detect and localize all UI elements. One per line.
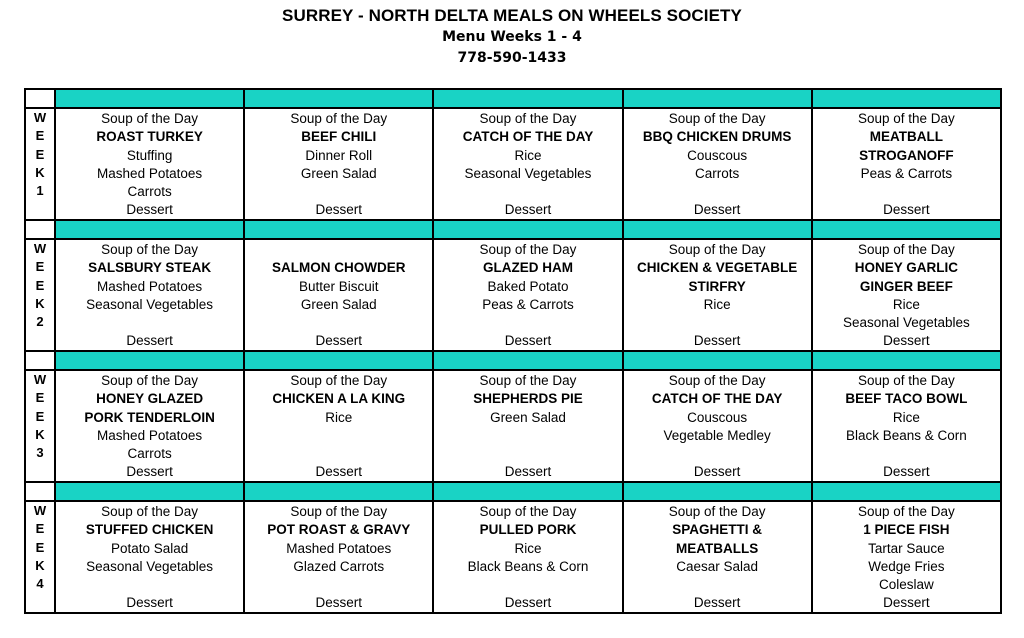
teal-band [244,482,433,501]
meal-main-dish: ROAST TURKEY [96,129,203,145]
meal-cell [244,370,433,482]
meal-item: Soup of the Day [101,111,198,126]
meal-cell [55,501,244,613]
meal-dessert: Dessert [126,463,173,479]
meal-item: Soup of the Day [857,111,955,126]
meal-item: Seasonal Vegetables [86,296,214,312]
meal-cell [244,108,433,220]
week-label-letter: W [33,503,47,518]
meal-main-dish: CHICKEN A LA KING [272,391,406,407]
meal-cell [812,239,1001,351]
teal-band [55,89,244,108]
teal-band [812,220,1001,239]
meal-cell [812,108,1001,220]
page-title: SURREY - NORTH DELTA MEALS ON WHEELS SOCIETY [282,6,742,25]
meal-dessert: Dessert [693,332,741,348]
meal-item: Rice [514,147,542,163]
meal-cell [623,108,812,220]
meal-item: Soup of the Day [101,242,198,257]
teal-band [433,220,622,239]
meal-item: Seasonal Vegetables [464,165,592,181]
week-label-letter: 2 [36,314,44,330]
week-label-letter: 1 [36,183,44,199]
teal-band [55,482,244,501]
week-label-letter: E [35,390,45,406]
meal-item: Seasonal Vegetables [86,558,214,574]
meal-item: Soup of the Day [290,111,388,126]
week-label [25,108,55,220]
week-row [25,370,1001,482]
meal-item: Carrots [127,184,172,200]
meal-item: Soup of the Day [857,242,955,257]
meal-cell [623,239,812,351]
teal-band [433,351,622,370]
meal-item: Black Beans & Corn [845,427,967,443]
meal-item [245,241,432,259]
week-label-letter: E [35,521,45,537]
meal-item: Soup of the Day [857,373,955,388]
meal-item: Baked Potato [487,278,569,294]
week-label-letter: E [35,146,45,162]
meal-item: Soup of the Day [668,373,766,388]
meal-dessert: Dessert [504,463,552,479]
week-row [25,108,1001,220]
teal-band [623,89,812,108]
teal-band [433,482,622,501]
meal-main-dish: MEATBALL [869,129,943,145]
meal-item: Black Beans & Corn [467,558,589,574]
meal-main-dish: BEEF TACO BOWL [845,391,968,407]
teal-band [55,220,244,239]
meal-main-dish: SPAGHETTI & [672,522,763,538]
meal-cell [55,370,244,482]
meal-dessert: Dessert [504,332,552,348]
week-label-letter: 4 [36,576,44,592]
meal-dessert: Dessert [126,332,173,348]
meal-dessert: Dessert [126,594,173,610]
meal-item: Soup of the Day [479,504,577,519]
meal-main-dish: SHEPHERDS PIE [473,391,583,407]
meal-item: Soup of the Day [101,504,198,519]
meal-main-dish: SALMON CHOWDER [272,260,406,276]
meal-main-dish: BBQ CHICKEN DRUMS [642,129,792,145]
meal-item: Rice [892,296,920,312]
meal-item: Carrots [695,165,740,181]
meal-item: Vegetable Medley [663,427,771,443]
teal-band [812,351,1001,370]
meal-item: Soup of the Day [668,504,766,519]
phone-number: 778-590-1433 [457,50,567,66]
week-label [25,370,55,482]
week-label-letter: W [33,241,47,256]
meal-item: Couscous [687,147,748,163]
week-label-letter: 3 [36,445,44,461]
meal-main-dish: SALSBURY STEAK [88,260,212,276]
meal-dessert: Dessert [504,594,552,610]
teal-band [623,220,812,239]
menu-table [24,88,1002,614]
teal-band [433,89,622,108]
week-band-row [25,220,1001,239]
week-band-row [25,89,1001,108]
meal-item: Soup of the Day [290,504,388,519]
week-label-letter: K [35,426,45,442]
meal-dessert: Dessert [883,332,930,348]
meal-main-dish: BEEF CHILI [301,129,377,145]
band-spacer [25,482,55,501]
meal-item: Green Salad [490,409,566,425]
week-band-row [25,482,1001,501]
meal-dessert: Dessert [504,201,552,217]
meal-main-dish: STIRFRY [688,278,746,294]
meal-cell [433,370,622,482]
meal-item: Dinner Roll [305,147,373,163]
meal-dessert: Dessert [883,594,930,610]
meal-cell [244,239,433,351]
meal-item: Peas & Carrots [860,165,953,181]
meal-item: Butter Biscuit [299,278,379,294]
meal-main-dish: STROGANOFF [859,147,954,163]
teal-band [623,351,812,370]
meal-cell [55,108,244,220]
meal-item: Soup of the Day [857,504,955,519]
week-label-letter: K [35,557,45,573]
meal-dessert: Dessert [693,463,741,479]
meal-main-dish: CATCH OF THE DAY [651,391,783,407]
meal-item: Soup of the Day [479,111,577,126]
meal-item: Mashed Potatoes [97,165,203,181]
meal-main-dish: PULLED PORK [479,522,577,538]
meal-item: Soup of the Day [290,373,388,388]
week-label-letter: E [35,408,45,424]
week-label-letter: E [35,128,45,144]
meal-cell [244,501,433,613]
week-row [25,501,1001,613]
meal-main-dish: GINGER BEEF [859,278,953,294]
meal-item: Rice [325,409,353,425]
week-label [25,239,55,351]
meal-main-dish: HONEY GLAZED [96,391,204,407]
week-label-letter: E [35,539,45,555]
meal-item: Mashed Potatoes [97,427,203,443]
meal-dessert: Dessert [315,463,363,479]
teal-band [244,220,433,239]
meal-item: Green Salad [300,296,377,312]
meal-cell [623,370,812,482]
band-spacer [25,351,55,370]
meal-item: Potato Salad [110,540,189,556]
menu-table-body [25,89,1001,613]
meal-main-dish: 1 PIECE FISH [863,522,950,538]
meal-item: Soup of the Day [668,111,766,126]
teal-band [244,89,433,108]
meal-dessert: Dessert [315,594,363,610]
meal-cell [433,501,622,613]
meal-item: Seasonal Vegetables [842,315,970,331]
meal-item: Soup of the Day [668,242,766,257]
meal-item: Glazed Carrots [293,558,385,574]
meal-item: Stuffing [126,147,173,163]
page-subtitle: Menu Weeks 1 - 4 [442,29,582,45]
meal-main-dish: HONEY GARLIC [854,260,958,276]
meal-cell [812,370,1001,482]
meal-dessert: Dessert [693,201,741,217]
meal-cell [623,501,812,613]
meal-main-dish: PORK TENDERLOIN [84,409,215,425]
band-spacer [25,220,55,239]
meal-cell [55,239,244,351]
week-label-letter: W [33,372,47,387]
meal-item: Soup of the Day [479,373,577,388]
meal-dessert: Dessert [315,332,363,348]
week-label-letter: W [33,110,47,125]
meal-item: Couscous [687,409,748,425]
meal-dessert: Dessert [883,201,930,217]
meal-dessert: Dessert [883,463,930,479]
meal-main-dish: CATCH OF THE DAY [462,129,594,145]
teal-band [812,482,1001,501]
meal-item: Rice [892,409,920,425]
teal-band [623,482,812,501]
week-row [25,239,1001,351]
meal-item: Mashed Potatoes [286,540,392,556]
band-spacer [25,89,55,108]
meal-dessert: Dessert [315,201,363,217]
meal-item: Wedge Fries [868,558,945,574]
teal-band [812,89,1001,108]
teal-band [244,351,433,370]
teal-band [55,351,244,370]
meal-item: Soup of the Day [101,373,198,388]
week-band-row [25,351,1001,370]
meal-main-dish: MEATBALLS [676,540,759,556]
week-label-letter: K [35,295,45,311]
meal-item: Rice [514,540,542,556]
meal-main-dish: CHICKEN & VEGETABLE [637,260,798,276]
meal-cell [812,501,1001,613]
meal-item: Carrots [127,446,172,462]
week-label-letter: E [35,259,45,275]
meal-main-dish: STUFFED CHICKEN [85,522,214,538]
week-label [25,501,55,613]
meal-cell [433,239,622,351]
meal-item: Soup of the Day [479,242,577,257]
meal-item: Rice [703,296,731,312]
week-label-letter: K [35,164,45,180]
meal-item: Tartar Sauce [868,540,945,556]
meal-main-dish: POT ROAST & GRAVY [267,522,411,538]
week-label-letter: E [35,277,45,293]
meal-dessert: Dessert [126,201,173,217]
meal-item: Mashed Potatoes [97,278,203,294]
meal-dessert: Dessert [693,594,741,610]
meal-item: Peas & Carrots [482,296,574,312]
meal-item: Coleslaw [878,577,934,593]
meal-main-dish: GLAZED HAM [482,260,573,276]
meal-item: Caesar Salad [676,558,759,574]
meal-item: Green Salad [300,165,377,181]
meal-cell [433,108,622,220]
